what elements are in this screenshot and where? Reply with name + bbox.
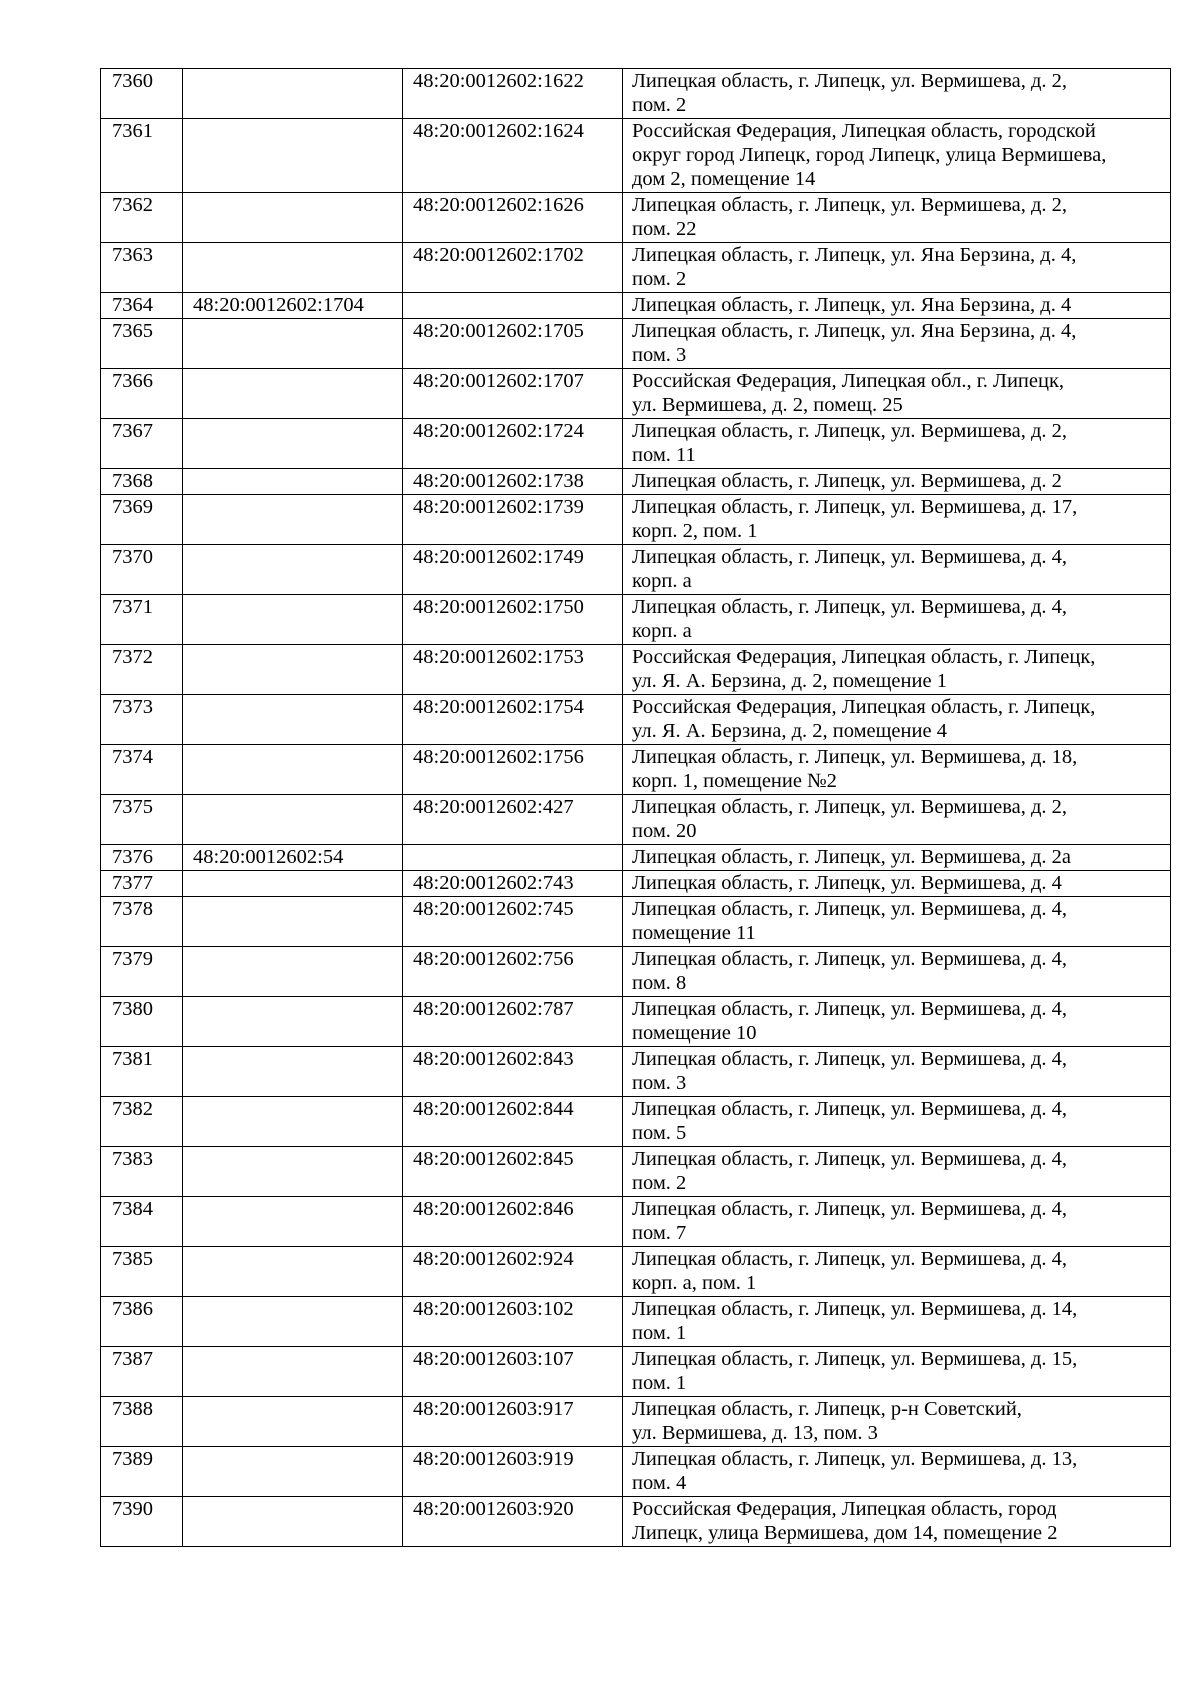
row-number-text: 7372 <box>112 646 153 668</box>
object-cadastral-number-text: 48:20:0012602:743 <box>413 872 574 894</box>
row-number-cell <box>101 119 183 193</box>
parcel-cadastral-number-cell <box>183 897 403 947</box>
object-cadastral-number-text: 48:20:0012602:845 <box>413 1148 574 1170</box>
address-cell <box>623 1297 1171 1347</box>
address-text: Липецкая область, г. Липецк, ул. Вермишева, д. 2, пом. 11 <box>632 420 1068 466</box>
parcel-cadastral-number-cell <box>183 545 403 595</box>
row-number-cell <box>101 897 183 947</box>
row-number-cell <box>101 595 183 645</box>
parcel-cadastral-number-cell <box>183 1147 403 1197</box>
row-number-cell <box>101 369 183 419</box>
object-cadastral-number-cell <box>403 795 623 845</box>
row-number-cell <box>101 419 183 469</box>
object-cadastral-number-cell <box>403 745 623 795</box>
object-cadastral-number-text: 48:20:0012602:1624 <box>413 120 584 142</box>
object-cadastral-number-cell <box>403 495 623 545</box>
row-number-cell <box>101 1047 183 1097</box>
row-number-cell <box>101 495 183 545</box>
object-cadastral-number-cell <box>403 645 623 695</box>
object-cadastral-number-text: 48:20:0012602:1750 <box>413 596 584 618</box>
address-cell <box>623 1147 1171 1197</box>
row-number-text: 7362 <box>112 194 153 216</box>
table-row <box>101 1347 1171 1397</box>
table-row <box>101 1197 1171 1247</box>
object-cadastral-number-cell <box>403 1047 623 1097</box>
address-text: Российская Федерация, Липецкая область, город Липецк, улица Вермишева, дом 14, помещение 2 <box>632 1498 1058 1544</box>
table-row <box>101 119 1171 193</box>
address-text: Липецкая область, г. Липецк, ул. Вермишева, д. 13, пом. 4 <box>632 1448 1078 1494</box>
object-cadastral-number-cell <box>403 997 623 1047</box>
parcel-cadastral-number-cell <box>183 193 403 243</box>
address-text: Липецкая область, г. Липецк, ул. Вермишева, д. 2, пом. 2 <box>632 70 1068 116</box>
parcel-cadastral-number-cell <box>183 369 403 419</box>
address-text: Липецкая область, г. Липецк, ул. Вермишева, д. 4, пом. 8 <box>632 948 1068 994</box>
row-number-text: 7385 <box>112 1248 153 1270</box>
address-cell <box>623 1097 1171 1147</box>
address-cell <box>623 193 1171 243</box>
object-cadastral-number-text: 48:20:0012602:427 <box>413 796 574 818</box>
row-number-cell <box>101 1497 183 1547</box>
address-text: Липецкая область, г. Липецк, ул. Вермишева, д. 4, пом. 7 <box>632 1198 1068 1244</box>
table-row <box>101 845 1171 871</box>
address-cell <box>623 871 1171 897</box>
parcel-cadastral-number-cell <box>183 319 403 369</box>
address-cell <box>623 1197 1171 1247</box>
parcel-cadastral-number-cell <box>183 293 403 319</box>
address-cell <box>623 1447 1171 1497</box>
parcel-cadastral-number-cell <box>183 1497 403 1547</box>
row-number-text: 7379 <box>112 948 153 970</box>
table-row <box>101 369 1171 419</box>
table-row <box>101 1147 1171 1197</box>
object-cadastral-number-cell <box>403 243 623 293</box>
object-cadastral-number-cell <box>403 419 623 469</box>
address-cell <box>623 1247 1171 1297</box>
row-number-cell <box>101 69 183 119</box>
address-text: Липецкая область, г. Липецк, ул. Вермишева, д. 2, пом. 20 <box>632 796 1068 842</box>
row-number-cell <box>101 243 183 293</box>
object-cadastral-number-text: 48:20:0012602:1739 <box>413 496 584 518</box>
row-number-text: 7383 <box>112 1148 153 1170</box>
table-row <box>101 193 1171 243</box>
parcel-cadastral-number-cell <box>183 595 403 645</box>
parcel-cadastral-number-cell <box>183 1247 403 1297</box>
row-number-cell <box>101 1447 183 1497</box>
object-cadastral-number-cell <box>403 1297 623 1347</box>
address-cell <box>623 1047 1171 1097</box>
object-cadastral-number-text: 48:20:0012603:917 <box>413 1398 574 1420</box>
object-cadastral-number-text: 48:20:0012603:919 <box>413 1448 574 1470</box>
parcel-cadastral-number-cell <box>183 1297 403 1347</box>
row-number-text: 7376 <box>112 846 153 868</box>
row-number-text: 7390 <box>112 1498 153 1520</box>
address-text: Липецкая область, г. Липецк, ул. Яна Берзина, д. 4 <box>632 294 1072 316</box>
table-row <box>101 595 1171 645</box>
document-page <box>100 68 1170 1547</box>
object-cadastral-number-text: 48:20:0012602:844 <box>413 1098 574 1120</box>
table-row <box>101 293 1171 319</box>
object-cadastral-number-cell <box>403 1247 623 1297</box>
object-cadastral-number-text: 48:20:0012602:846 <box>413 1198 574 1220</box>
object-cadastral-number-text: 48:20:0012602:843 <box>413 1048 574 1070</box>
parcel-cadastral-number-cell <box>183 745 403 795</box>
row-number-cell <box>101 1397 183 1447</box>
address-text: Российская Федерация, Липецкая область, городской округ город Липецк, город Липецк, улица Вермишева, дом 2, помещение 14 <box>632 120 1107 190</box>
table-row <box>101 795 1171 845</box>
object-cadastral-number-text: 48:20:0012602:1756 <box>413 746 584 768</box>
row-number-cell <box>101 545 183 595</box>
parcel-cadastral-number-cell <box>183 845 403 871</box>
table-row <box>101 997 1171 1047</box>
address-cell <box>623 469 1171 495</box>
address-cell <box>623 997 1171 1047</box>
object-cadastral-number-cell <box>403 1397 623 1447</box>
table-row <box>101 645 1171 695</box>
parcel-cadastral-number-cell <box>183 119 403 193</box>
parcel-cadastral-number-cell <box>183 695 403 745</box>
address-text: Липецкая область, г. Липецк, ул. Вермишева, д. 4, помещение 11 <box>632 898 1068 944</box>
row-number-cell <box>101 795 183 845</box>
row-number-text: 7363 <box>112 244 153 266</box>
row-number-text: 7374 <box>112 746 153 768</box>
object-cadastral-number-text: 48:20:0012602:1702 <box>413 244 584 266</box>
address-text: Липецкая область, г. Липецк, ул. Вермишева, д. 4, корп. а, пом. 1 <box>632 1248 1068 1294</box>
address-cell <box>623 645 1171 695</box>
parcel-cadastral-number-cell <box>183 1347 403 1397</box>
registry-table-body <box>101 69 1171 1547</box>
row-number-text: 7375 <box>112 796 153 818</box>
row-number-text: 7380 <box>112 998 153 1020</box>
row-number-text: 7364 <box>112 294 153 316</box>
row-number-text: 7382 <box>112 1098 153 1120</box>
address-text: Российская Федерация, Липецкая область, г. Липецк, ул. Я. А. Берзина, д. 2, помещение 4 <box>632 696 1096 742</box>
row-number-cell <box>101 845 183 871</box>
object-cadastral-number-cell <box>403 695 623 745</box>
table-row <box>101 1397 1171 1447</box>
row-number-text: 7387 <box>112 1348 153 1370</box>
object-cadastral-number-cell <box>403 947 623 997</box>
row-number-cell <box>101 1297 183 1347</box>
object-cadastral-number-text: 48:20:0012603:920 <box>413 1498 574 1520</box>
table-row <box>101 495 1171 545</box>
address-cell <box>623 845 1171 871</box>
address-cell <box>623 1497 1171 1547</box>
address-cell <box>623 419 1171 469</box>
parcel-cadastral-number-cell <box>183 1447 403 1497</box>
address-cell <box>623 495 1171 545</box>
object-cadastral-number-cell <box>403 293 623 319</box>
object-cadastral-number-text: 48:20:0012603:107 <box>413 1348 574 1370</box>
object-cadastral-number-cell <box>403 69 623 119</box>
table-row <box>101 545 1171 595</box>
address-text: Липецкая область, г. Липецк, ул. Вермишева, д. 4, пом. 5 <box>632 1098 1068 1144</box>
table-row <box>101 1047 1171 1097</box>
row-number-cell <box>101 1097 183 1147</box>
row-number-cell <box>101 1197 183 1247</box>
row-number-cell <box>101 871 183 897</box>
row-number-text: 7384 <box>112 1198 153 1220</box>
object-cadastral-number-cell <box>403 1197 623 1247</box>
row-number-text: 7377 <box>112 872 153 894</box>
object-cadastral-number-text: 48:20:0012602:1749 <box>413 546 584 568</box>
object-cadastral-number-cell <box>403 595 623 645</box>
object-cadastral-number-text: 48:20:0012602:1707 <box>413 370 584 392</box>
address-text: Липецкая область, г. Липецк, ул. Вермишева, д. 2а <box>632 846 1071 868</box>
row-number-cell <box>101 193 183 243</box>
address-cell <box>623 897 1171 947</box>
address-cell <box>623 947 1171 997</box>
parcel-cadastral-number-cell <box>183 469 403 495</box>
row-number-text: 7371 <box>112 596 153 618</box>
object-cadastral-number-text: 48:20:0012602:745 <box>413 898 574 920</box>
object-cadastral-number-text: 48:20:0012602:1753 <box>413 646 584 668</box>
table-row <box>101 871 1171 897</box>
parcel-cadastral-number-cell <box>183 1197 403 1247</box>
parcel-cadastral-number-cell <box>183 1097 403 1147</box>
parcel-cadastral-number-cell <box>183 69 403 119</box>
parcel-cadastral-number-cell <box>183 1397 403 1447</box>
row-number-cell <box>101 293 183 319</box>
address-text: Липецкая область, г. Липецк, ул. Вермишева, д. 14, пом. 1 <box>632 1298 1078 1344</box>
address-cell <box>623 369 1171 419</box>
object-cadastral-number-text: 48:20:0012602:1724 <box>413 420 584 442</box>
address-cell <box>623 319 1171 369</box>
table-row <box>101 69 1171 119</box>
table-row <box>101 1447 1171 1497</box>
object-cadastral-number-cell <box>403 469 623 495</box>
object-cadastral-number-cell <box>403 119 623 193</box>
object-cadastral-number-text: 48:20:0012602:924 <box>413 1248 574 1270</box>
parcel-cadastral-number-cell <box>183 871 403 897</box>
row-number-text: 7386 <box>112 1298 153 1320</box>
row-number-text: 7378 <box>112 898 153 920</box>
row-number-text: 7366 <box>112 370 153 392</box>
address-text: Липецкая область, г. Липецк, ул. Вермишева, д. 2 <box>632 470 1062 492</box>
object-cadastral-number-cell <box>403 1147 623 1197</box>
row-number-text: 7369 <box>112 496 153 518</box>
object-cadastral-number-text: 48:20:0012602:1705 <box>413 320 584 342</box>
address-cell <box>623 119 1171 193</box>
table-row <box>101 1097 1171 1147</box>
object-cadastral-number-text: 48:20:0012602:1738 <box>413 470 584 492</box>
address-text: Липецкая область, г. Липецк, ул. Вермишева, д. 4 <box>632 872 1062 894</box>
address-text: Российская Федерация, Липецкая обл., г. Липецк, ул. Вермишева, д. 2, помещ. 25 <box>632 370 1065 416</box>
address-text: Российская Федерация, Липецкая область, г. Липецк, ул. Я. А. Берзина, д. 2, помещение 1 <box>632 646 1096 692</box>
address-cell <box>623 243 1171 293</box>
address-cell <box>623 293 1171 319</box>
address-text: Липецкая область, г. Липецк, ул. Вермишева, д. 4, пом. 2 <box>632 1148 1068 1194</box>
address-text: Липецкая область, г. Липецк, ул. Яна Берзина, д. 4, пом. 2 <box>632 244 1077 290</box>
object-cadastral-number-text: 48:20:0012602:756 <box>413 948 574 970</box>
object-cadastral-number-cell <box>403 545 623 595</box>
address-cell <box>623 695 1171 745</box>
row-number-cell <box>101 1147 183 1197</box>
parcel-cadastral-number-cell <box>183 419 403 469</box>
row-number-cell <box>101 997 183 1047</box>
registry-table <box>100 68 1171 1547</box>
row-number-cell <box>101 1347 183 1397</box>
table-row <box>101 947 1171 997</box>
row-number-text: 7367 <box>112 420 153 442</box>
row-number-text: 7381 <box>112 1048 153 1070</box>
object-cadastral-number-text: 48:20:0012603:102 <box>413 1298 574 1320</box>
parcel-cadastral-number-cell <box>183 645 403 695</box>
table-row <box>101 695 1171 745</box>
parcel-cadastral-number-cell <box>183 243 403 293</box>
table-row <box>101 1247 1171 1297</box>
address-text: Липецкая область, г. Липецк, ул. Вермишева, д. 18, корп. 1, помещение №2 <box>632 746 1078 792</box>
parcel-cadastral-number-cell <box>183 1047 403 1097</box>
row-number-cell <box>101 319 183 369</box>
table-row <box>101 1297 1171 1347</box>
row-number-cell <box>101 645 183 695</box>
table-row <box>101 745 1171 795</box>
row-number-text: 7373 <box>112 696 153 718</box>
row-number-cell <box>101 695 183 745</box>
address-cell <box>623 1347 1171 1397</box>
address-text: Липецкая область, г. Липецк, ул. Вермишева, д. 4, корп. а <box>632 596 1068 642</box>
object-cadastral-number-cell <box>403 193 623 243</box>
address-text: Липецкая область, г. Липецк, ул. Вермишева, д. 2, пом. 22 <box>632 194 1068 240</box>
parcel-cadastral-number-cell <box>183 795 403 845</box>
row-number-text: 7389 <box>112 1448 153 1470</box>
object-cadastral-number-text: 48:20:0012602:1626 <box>413 194 584 216</box>
row-number-cell <box>101 745 183 795</box>
object-cadastral-number-text: 48:20:0012602:1622 <box>413 70 584 92</box>
address-text: Липецкая область, г. Липецк, ул. Яна Берзина, д. 4, пом. 3 <box>632 320 1077 366</box>
row-number-text: 7370 <box>112 546 153 568</box>
object-cadastral-number-cell <box>403 1497 623 1547</box>
object-cadastral-number-cell <box>403 845 623 871</box>
address-cell <box>623 595 1171 645</box>
address-cell <box>623 1397 1171 1447</box>
parcel-cadastral-number-cell <box>183 947 403 997</box>
row-number-cell <box>101 1247 183 1297</box>
object-cadastral-number-text: 48:20:0012602:1754 <box>413 696 584 718</box>
object-cadastral-number-cell <box>403 1447 623 1497</box>
parcel-cadastral-number-cell <box>183 997 403 1047</box>
parcel-cadastral-number-text: 48:20:0012602:1704 <box>193 294 364 316</box>
object-cadastral-number-cell <box>403 897 623 947</box>
address-cell <box>623 69 1171 119</box>
object-cadastral-number-cell <box>403 369 623 419</box>
row-number-cell <box>101 947 183 997</box>
address-text: Липецкая область, г. Липецк, р-н Советский, ул. Вермишева, д. 13, пом. 3 <box>632 1398 1022 1444</box>
address-cell <box>623 745 1171 795</box>
table-row <box>101 419 1171 469</box>
address-cell <box>623 795 1171 845</box>
table-row <box>101 243 1171 293</box>
object-cadastral-number-cell <box>403 1347 623 1397</box>
address-text: Липецкая область, г. Липецк, ул. Вермишева, д. 4, помещение 10 <box>632 998 1068 1044</box>
table-row <box>101 1497 1171 1547</box>
row-number-cell <box>101 469 183 495</box>
table-row <box>101 469 1171 495</box>
object-cadastral-number-cell <box>403 1097 623 1147</box>
object-cadastral-number-text: 48:20:0012602:787 <box>413 998 574 1020</box>
row-number-text: 7361 <box>112 120 153 142</box>
parcel-cadastral-number-text: 48:20:0012602:54 <box>193 846 344 868</box>
row-number-text: 7368 <box>112 470 153 492</box>
parcel-cadastral-number-cell <box>183 495 403 545</box>
row-number-text: 7388 <box>112 1398 153 1420</box>
address-text: Липецкая область, г. Липецк, ул. Вермишева, д. 17, корп. 2, пом. 1 <box>632 496 1078 542</box>
address-text: Липецкая область, г. Липецк, ул. Вермишева, д. 15, пом. 1 <box>632 1348 1078 1394</box>
address-text: Липецкая область, г. Липецк, ул. Вермишева, д. 4, пом. 3 <box>632 1048 1068 1094</box>
address-text: Липецкая область, г. Липецк, ул. Вермишева, д. 4, корп. а <box>632 546 1068 592</box>
object-cadastral-number-cell <box>403 871 623 897</box>
address-cell <box>623 545 1171 595</box>
row-number-text: 7365 <box>112 320 153 342</box>
object-cadastral-number-cell <box>403 319 623 369</box>
row-number-text: 7360 <box>112 70 153 92</box>
table-row <box>101 897 1171 947</box>
table-row <box>101 319 1171 369</box>
